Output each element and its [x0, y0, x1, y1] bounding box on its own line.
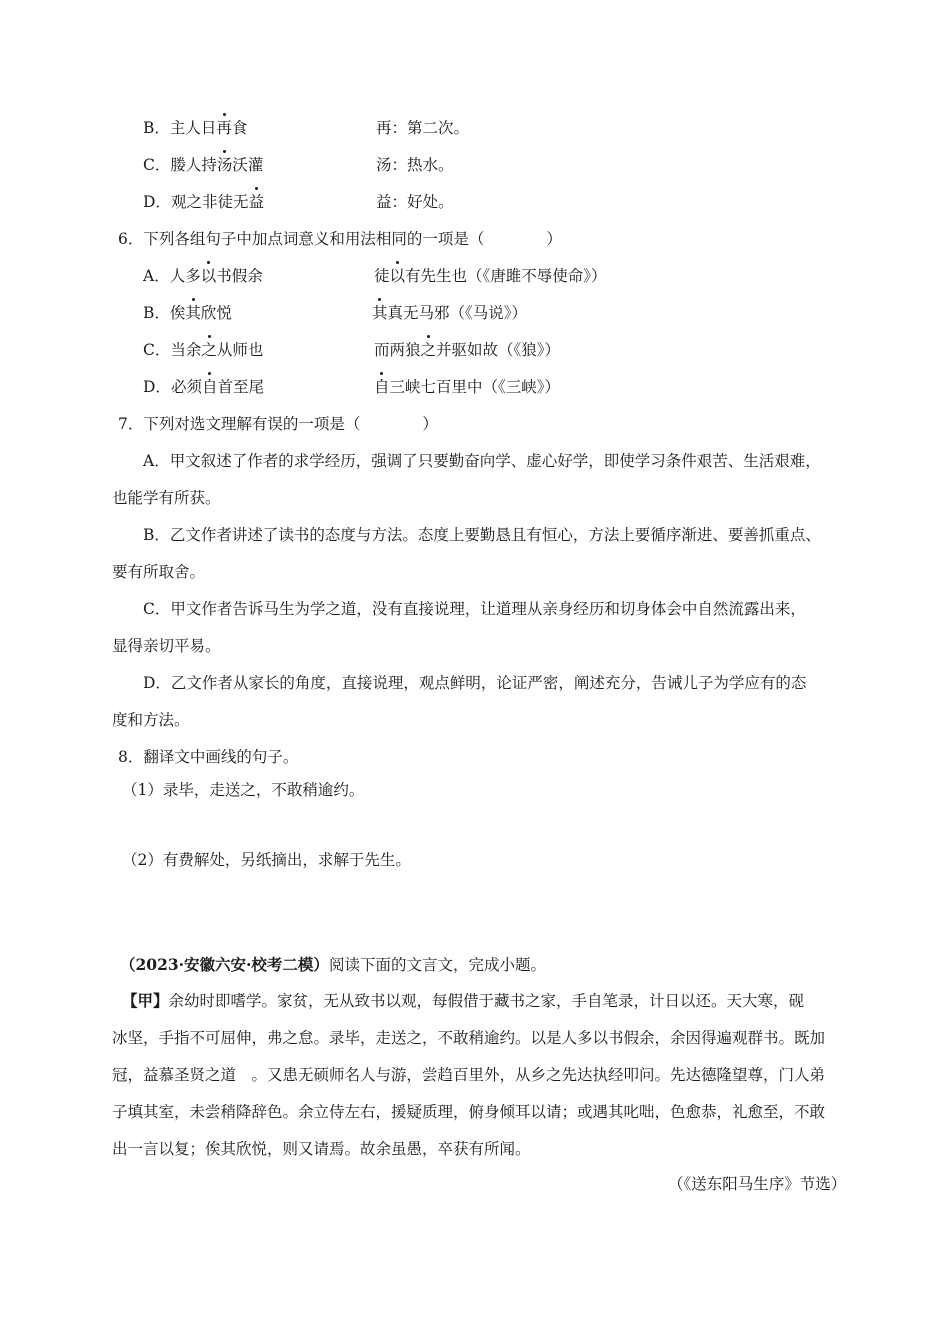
q8-stem: 8．翻译文中画线的句子。	[118, 748, 299, 766]
passage-line-4: 子填其室，未尝稍降辞色。余立侍左右，援疑质理，俯身倾耳以请；或遇其叱咄，色愈恭，礼愈至，不敢	[112, 1103, 826, 1121]
passage-line-1: 【甲】余幼时即嗜学。家贫，无从致书以观，每假借于藏书之家，手自笔录，计日以还。天大寒，砚	[122, 991, 805, 1010]
q5-option-d-gloss: 益：好处。	[376, 193, 454, 211]
passage-instruction: 阅读下面的文言文，完成小题。	[328, 956, 546, 974]
q8-item-1: （1）录毕，走送之，不敢稍逾约。	[122, 781, 365, 799]
q6-stem: 6．下列各组句子中加点词意义和用法相同的一项是（ ）	[118, 230, 562, 248]
q7-option-d-line1: D．乙文作者从家长的角度，直接说理，观点鲜明，论证严密，阐述充分，告诫儿子为学应有的态	[143, 674, 807, 692]
q7-option-a-line2: 也能学有所获。	[112, 489, 221, 507]
passage-line-5: 出一言以复；俟其欣悦，则又请焉。故余虽愚，卒获有所闻。	[112, 1140, 531, 1158]
q6-option-a-compare: 徒以有先生也（《唐雎不辱使命》）	[374, 267, 607, 285]
q7-stem: 7．下列对选文理解有误的一项是（ ）	[118, 415, 438, 433]
q7-option-b-line1: B．乙文作者讲述了读书的态度与方法。态度上要勤恳且有恒心，方法上要循序渐进、要善抓重点、	[143, 526, 821, 544]
q6-option-d: D．必须自首至尾	[143, 378, 264, 396]
emphasis-dot-char: 以	[389, 267, 406, 285]
emphasis-dot-char: 其	[372, 304, 388, 322]
q8-item-2: （2）有费解处，另纸摘出，求解于先生。	[122, 851, 411, 869]
passage-line-3: 冠，益慕圣贤之道 。又患无硕师名人与游，尝趋百里外，从乡之先达执经叩问。先达德隆望尊，门人弟	[112, 1066, 826, 1084]
q6-option-b-compare: 其真无马邪（《马说》）	[372, 304, 528, 322]
q7-option-b-line2: 要有所取舍。	[112, 563, 206, 581]
q7-option-c-line1: C．甲文作者告诉马生为学之道，没有直接说理，让道理从亲身经历和切身体会中自然流露出来，	[143, 600, 806, 618]
q5-option-d: D．观之非徒无益	[143, 193, 264, 211]
emphasis-dot-char: 其	[185, 304, 201, 322]
passage-header	[120, 955, 546, 975]
q6-option-c-compare: 而两狼之并驱如故（《狼》）	[374, 341, 561, 359]
q6-option-b: B．俟其欣悦	[143, 304, 232, 322]
passage-line-2: 冰坚，手指不可屈伸，弗之怠。录毕，走送之，不敢稍逾约。以是人多以书假余，余因得遍观群书。既加	[112, 1029, 826, 1047]
emphasis-dot-char: 以	[200, 267, 217, 285]
emphasis-dot-char: 再	[216, 119, 232, 137]
emphasis-dot-char: 之	[201, 341, 217, 359]
q5-option-b-gloss: 再：第二次。	[376, 119, 470, 137]
emphasis-dot-char: 之	[420, 341, 437, 359]
emphasis-dot-char: 汤	[216, 156, 233, 174]
emphasis-dot-char: 益	[248, 193, 264, 211]
passage-label: 【甲】	[122, 991, 169, 1010]
q7-option-a-line1: A．甲文叙述了作者的求学经历，强调了只要勤奋向学、虚心好学，即使学习条件艰苦、生活艰难，	[143, 452, 821, 470]
q5-option-b: B．主人日再食	[143, 119, 248, 137]
q5-option-c: C．媵人持汤沃灌	[143, 156, 264, 174]
source-tag: （2023·安徽六安·校考二模）	[120, 955, 329, 974]
q6-option-c: C．当余之从师也	[143, 341, 264, 359]
emphasis-dot-char: 自	[201, 378, 218, 396]
q7-option-c-line2: 显得亲切平易。	[112, 637, 221, 655]
q5-option-c-gloss: 汤：热水。	[376, 156, 454, 174]
q7-option-d-line2: 度和方法。	[112, 711, 190, 729]
q6-option-a: A．人多以书假余	[143, 267, 263, 285]
q6-option-d-compare: 自三峡七百里中（《三峡》）	[374, 378, 561, 396]
passage-citation: （《送东阳马生序》节选）	[668, 1175, 847, 1193]
emphasis-dot-char: 自	[374, 378, 390, 396]
